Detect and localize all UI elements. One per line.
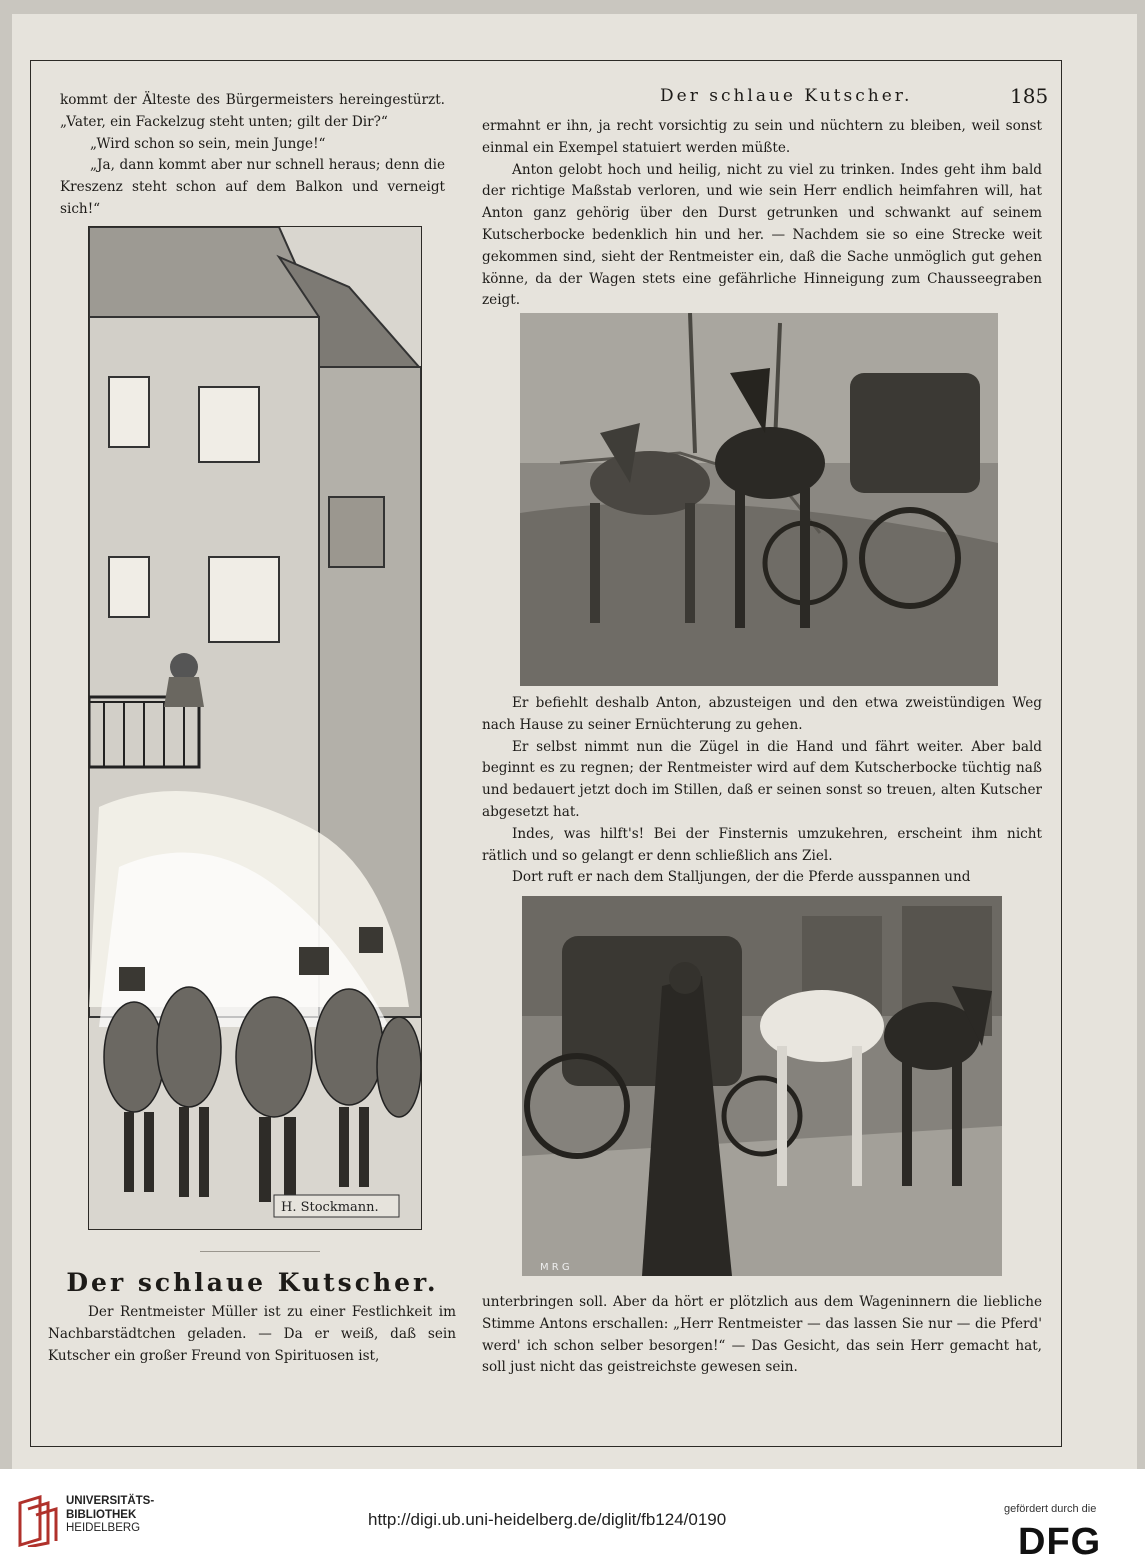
library-name-line: HEIDELBERG [66,1522,141,1534]
coach-arrival-drawing [522,896,1002,1276]
section-divider [200,1251,320,1252]
paragraph: unterbringen soll. Aber da hört er plötzlich aus dem Wageninnern die liebliche Stimme Antons erschallen: „Herr Rentmeister — das lassen Sie nur — die Pferd' werd' ich schon selber besorgen!“ — Das Gesicht, das sein Herr gemacht hat, soll just nicht das geistreichste gewesen sein. [482,1294,1042,1376]
running-title: Der schlaue Kutscher. [660,86,913,106]
right-column-bottom-text [482,1292,1042,1379]
house-balcony-drawing [89,227,421,1229]
coach-on-road-illustration [520,313,998,686]
funded-by-label: gefördert durch die [1004,1503,1097,1515]
library-name-line: BIBLIOTHEK [66,1508,137,1521]
house-balcony-illustration [88,226,422,1230]
page-number: 185 [1010,84,1049,108]
paragraph: Dort ruft er nach dem Stalljungen, der die Pferde ausspannen und [512,869,971,886]
paragraph: „Wird schon so sein, mein Junge!“ [90,135,326,152]
illustration-signature: H. Stockmann. [281,1200,379,1215]
coach-on-road-drawing [520,313,998,686]
paragraph: Er befiehlt deshalb Anton, abzusteigen und den etwa zweistündigen Weg nach Hause zu seiner Ernüchterung zu gehen. [482,695,1042,733]
illustration-signature: M R G [540,1262,570,1273]
permalink-url[interactable]: http://digi.ub.uni-heidelberg.de/diglit/fb124/0190 [368,1510,727,1529]
story-title: Der schlaue Kutscher. [66,1268,439,1297]
paragraph: Der Rentmeister Müller ist zu einer Festlichkeit im Nachbarstädtchen geladen. — Da er weiß, daß sein Kutscher ein großer Freund von Spirituosen ist, [48,1304,456,1364]
paragraph: Indes, was hilft's! Bei der Finsternis umzukehren, erscheint ihm nicht rätlich und so gelangt er denn schließlich ans Ziel. [482,825,1042,864]
paragraph: „Ja, dann kommt aber nur schnell heraus; denn die Kreszenz steht schon auf dem Balkon und verneigt sich!“ [60,157,445,217]
digitization-footer [0,1469,1145,1567]
library-name-line: UNIVERSITÄTS- [66,1495,155,1507]
paragraph: ermahnt er ihn, ja recht vorsichtig zu sein und nüchtern zu bleiben, weil sonst einmal ein Exempel statuiert werden müßte. [482,118,1042,156]
paragraph: Anton gelobt hoch und heilig, nicht zu viel zu trinken. Indes geht ihm bald der richtige Maßstab verloren, und wie sein Herr endlich heimfahren will, hat Anton ganz gehörig über den Durst getrunken und schwankt auf seinem Kutscherbocke bedenklich hin und her. — Nachdem sie so eine Strecke weit gekommen sind, sieht der Rentmeister ein, daß die Sache unmöglich gut gehen könne, da der Wagen stets eine gefährliche Hinneigung zum Chausseegraben zeigt. [482,161,1042,309]
paragraph: kommt der Älteste des Bürgermeisters hereingestürzt. „Vater, ein Fackelzug steht unten; gilt der Dir?“ [60,92,445,130]
university-library-logo-icon [14,1495,58,1547]
dfg-logo: DFG [1018,1521,1102,1563]
right-column-top-text [482,116,1042,312]
left-column-story-opening [48,1302,456,1367]
paragraph: Er selbst nimmt nun die Zügel in die Hand und fährt weiter. Aber bald beginnt es zu regnen; der Rentmeister wird auf dem Kutscherbocke tüchtig naß und bedauert jetzt doch im Stillen, daß er seinen sonst so treuen, alten Kutscher abgesetzt hat. [482,738,1042,820]
coach-arrival-illustration [522,896,1002,1276]
right-column-middle-text [482,693,1042,889]
left-column-top-text [60,90,445,221]
library-name [66,1495,154,1536]
